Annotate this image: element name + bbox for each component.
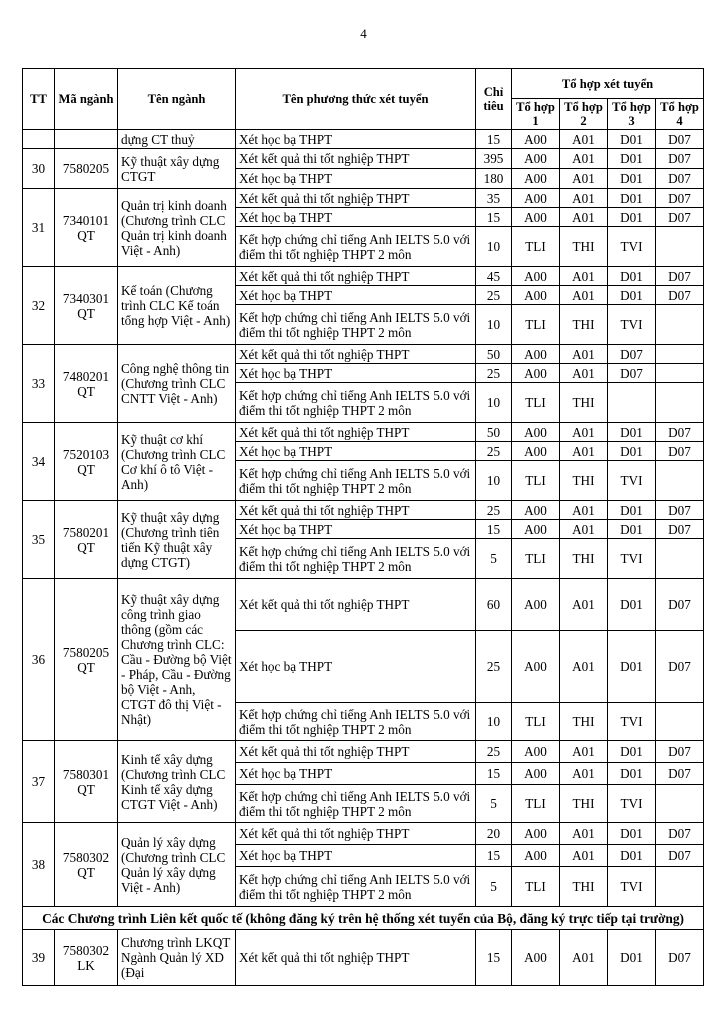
subject-combination: A01 xyxy=(560,631,608,703)
header-to-hop-group: Tổ hợp xét tuyển xyxy=(512,69,704,99)
admission-method: Xét học bạ THPT xyxy=(236,520,476,539)
program-number: 36 xyxy=(23,579,55,741)
subject-combination: A01 xyxy=(560,189,608,208)
admission-method: Xét học bạ THPT xyxy=(236,763,476,785)
program-name: dựng CT thuỷ xyxy=(118,130,236,149)
header-to-hop-4: Tổ hợp 4 xyxy=(656,99,704,130)
admission-method: Xét học bạ THPT xyxy=(236,130,476,149)
subject-combination: D07 xyxy=(656,741,704,763)
program-name: Chương trình LKQT Ngành Quản lý XD (Đại xyxy=(118,930,236,986)
quota: 25 xyxy=(476,741,512,763)
program-code: 7580205 xyxy=(55,149,118,189)
subject-combination: A01 xyxy=(560,130,608,149)
admission-method: Xét kết quả thi tốt nghiệp THPT xyxy=(236,741,476,763)
subject-combination: D07 xyxy=(656,501,704,520)
subject-combination: D01 xyxy=(608,501,656,520)
subject-combination xyxy=(608,383,656,423)
subject-combination: A00 xyxy=(512,130,560,149)
subject-combination: TVI xyxy=(608,867,656,907)
program-number: 33 xyxy=(23,345,55,423)
subject-combination: A00 xyxy=(512,149,560,169)
subject-combination: A01 xyxy=(560,763,608,785)
admission-method: Kết hợp chứng chỉ tiếng Anh IELTS 5.0 với điểm thi tốt nghiệp THPT 2 môn xyxy=(236,227,476,267)
quota: 15 xyxy=(476,208,512,227)
quota: 25 xyxy=(476,501,512,520)
program-code: 7480201 QT xyxy=(55,345,118,423)
header-phuong-thuc: Tên phương thức xét tuyển xyxy=(236,69,476,130)
admission-method: Xét kết quả thi tốt nghiệp THPT xyxy=(236,189,476,208)
subject-combination: TLI xyxy=(512,305,560,345)
header-ten-nganh: Tên ngành xyxy=(118,69,236,130)
subject-combination: D01 xyxy=(608,267,656,286)
subject-combination: TVI xyxy=(608,461,656,501)
subject-combination: A01 xyxy=(560,169,608,189)
table-row xyxy=(23,501,704,520)
admission-method: Xét kết quả thi tốt nghiệp THPT xyxy=(236,345,476,364)
subject-combination: D07 xyxy=(656,149,704,169)
subject-combination xyxy=(656,305,704,345)
subject-combination xyxy=(656,345,704,364)
subject-combination: D01 xyxy=(608,823,656,845)
program-number: 38 xyxy=(23,823,55,907)
subject-combination: D07 xyxy=(656,579,704,631)
quota: 5 xyxy=(476,539,512,579)
program-number: 31 xyxy=(23,189,55,267)
quota: 25 xyxy=(476,286,512,305)
program-name: Kỹ thuật xây dựng (Chương trình tiên tiến Kỹ thuật xây dựng CTGT) xyxy=(118,501,236,579)
subject-combination: TVI xyxy=(608,785,656,823)
table-row xyxy=(23,189,704,208)
subject-combination: A00 xyxy=(512,845,560,867)
table-row xyxy=(23,267,704,286)
program-name: Kế toán (Chương trình CLC Kế toán tổng hợp Việt - Anh) xyxy=(118,267,236,345)
section-title: Các Chương trình Liên kết quốc tế (không đăng ký trên hệ thống xét tuyển của Bộ, đăng ký trực tiếp tại trường) xyxy=(23,907,704,930)
quota: 25 xyxy=(476,364,512,383)
quota: 20 xyxy=(476,823,512,845)
table-row xyxy=(23,423,704,442)
subject-combination: A01 xyxy=(560,930,608,986)
subject-combination: D01 xyxy=(608,169,656,189)
subject-combination: THI xyxy=(560,785,608,823)
table-row xyxy=(23,130,704,149)
admission-method: Xét học bạ THPT xyxy=(236,442,476,461)
subject-combination: D07 xyxy=(656,845,704,867)
subject-combination xyxy=(656,364,704,383)
header-to-hop-3: Tổ hợp 3 xyxy=(608,99,656,130)
subject-combination: A00 xyxy=(512,208,560,227)
program-name: Công nghệ thông tin (Chương trình CLC CNTT Việt - Anh) xyxy=(118,345,236,423)
subject-combination: D07 xyxy=(656,267,704,286)
subject-combination: THI xyxy=(560,305,608,345)
program-code: 7340301 QT xyxy=(55,267,118,345)
subject-combination: D01 xyxy=(608,286,656,305)
quota: 15 xyxy=(476,763,512,785)
quota: 395 xyxy=(476,149,512,169)
subject-combination: D07 xyxy=(656,763,704,785)
table-body xyxy=(23,130,704,986)
table-row xyxy=(23,345,704,364)
subject-combination: TLI xyxy=(512,785,560,823)
header-chi-tieu: Chỉ tiêu xyxy=(476,69,512,130)
subject-combination: A01 xyxy=(560,579,608,631)
quota: 15 xyxy=(476,130,512,149)
subject-combination: A00 xyxy=(512,823,560,845)
admission-method: Xét kết quả thi tốt nghiệp THPT xyxy=(236,823,476,845)
program-code: 7520103 QT xyxy=(55,423,118,501)
quota: 10 xyxy=(476,461,512,501)
table-row xyxy=(23,823,704,845)
admission-method: Xét kết quả thi tốt nghiệp THPT xyxy=(236,149,476,169)
subject-combination: THI xyxy=(560,703,608,741)
subject-combination: A00 xyxy=(512,501,560,520)
subject-combination: D07 xyxy=(656,423,704,442)
admission-method: Kết hợp chứng chỉ tiếng Anh IELTS 5.0 với điểm thi tốt nghiệp THPT 2 môn xyxy=(236,703,476,741)
admission-method: Xét học bạ THPT xyxy=(236,208,476,227)
program-code: 7340101 QT xyxy=(55,189,118,267)
admission-method: Kết hợp chứng chỉ tiếng Anh IELTS 5.0 với điểm thi tốt nghiệp THPT 2 môn xyxy=(236,785,476,823)
header-to-hop-2: Tổ hợp 2 xyxy=(560,99,608,130)
admission-table xyxy=(22,68,704,986)
admission-method: Kết hợp chứng chỉ tiếng Anh IELTS 5.0 với điểm thi tốt nghiệp THPT 2 môn xyxy=(236,305,476,345)
subject-combination: A01 xyxy=(560,845,608,867)
admission-method: Kết hợp chứng chỉ tiếng Anh IELTS 5.0 với điểm thi tốt nghiệp THPT 2 môn xyxy=(236,461,476,501)
subject-combination: A01 xyxy=(560,149,608,169)
program-code xyxy=(55,130,118,149)
admission-method: Xét kết quả thi tốt nghiệp THPT xyxy=(236,930,476,986)
subject-combination: A01 xyxy=(560,823,608,845)
subject-combination: D07 xyxy=(656,208,704,227)
admission-method: Xét kết quả thi tốt nghiệp THPT xyxy=(236,267,476,286)
subject-combination: A00 xyxy=(512,267,560,286)
subject-combination: A00 xyxy=(512,930,560,986)
quota: 10 xyxy=(476,703,512,741)
subject-combination: THI xyxy=(560,227,608,267)
table-row xyxy=(23,149,704,169)
subject-combination: D01 xyxy=(608,130,656,149)
subject-combination: D07 xyxy=(656,442,704,461)
program-number: 37 xyxy=(23,741,55,823)
quota: 5 xyxy=(476,785,512,823)
quota: 15 xyxy=(476,520,512,539)
admission-method: Kết hợp chứng chỉ tiếng Anh IELTS 5.0 với điểm thi tốt nghiệp THPT 2 môn xyxy=(236,539,476,579)
subject-combination: THI xyxy=(560,539,608,579)
subject-combination: D01 xyxy=(608,149,656,169)
subject-combination: TLI xyxy=(512,703,560,741)
admission-method: Xét kết quả thi tốt nghiệp THPT xyxy=(236,501,476,520)
subject-combination: D01 xyxy=(608,520,656,539)
subject-combination: D07 xyxy=(608,345,656,364)
program-number: 32 xyxy=(23,267,55,345)
subject-combination: D01 xyxy=(608,763,656,785)
table-row xyxy=(23,741,704,763)
subject-combination: A01 xyxy=(560,741,608,763)
subject-combination: D01 xyxy=(608,631,656,703)
program-name: Kinh tế xây dựng (Chương trình CLC Kinh tế xây dựng CTGT Việt - Anh) xyxy=(118,741,236,823)
admission-method: Xét học bạ THPT xyxy=(236,286,476,305)
quota: 50 xyxy=(476,423,512,442)
subject-combination: A00 xyxy=(512,631,560,703)
subject-combination: D01 xyxy=(608,741,656,763)
subject-combination: D01 xyxy=(608,845,656,867)
quota: 5 xyxy=(476,867,512,907)
subject-combination: A00 xyxy=(512,423,560,442)
header-to-hop-1: Tổ hợp 1 xyxy=(512,99,560,130)
admission-method: Kết hợp chứng chỉ tiếng Anh IELTS 5.0 với điểm thi tốt nghiệp THPT 2 môn xyxy=(236,867,476,907)
subject-combination: A00 xyxy=(512,741,560,763)
program-code: 7580302 LK xyxy=(55,930,118,986)
header-tt: TT xyxy=(23,69,55,130)
subject-combination: D07 xyxy=(656,930,704,986)
admission-method: Xét học bạ THPT xyxy=(236,631,476,703)
table-row xyxy=(23,579,704,631)
subject-combination xyxy=(656,461,704,501)
subject-combination: TLI xyxy=(512,539,560,579)
subject-combination: D07 xyxy=(656,169,704,189)
subject-combination: THI xyxy=(560,461,608,501)
subject-combination: D07 xyxy=(656,189,704,208)
admission-method: Xét học bạ THPT xyxy=(236,845,476,867)
program-number: 34 xyxy=(23,423,55,501)
program-code: 7580205 QT xyxy=(55,579,118,741)
quota: 60 xyxy=(476,579,512,631)
header-ma-nganh: Mã ngành xyxy=(55,69,118,130)
subject-combination: TLI xyxy=(512,227,560,267)
subject-combination: D07 xyxy=(656,520,704,539)
program-number: 35 xyxy=(23,501,55,579)
subject-combination: D01 xyxy=(608,423,656,442)
subject-combination xyxy=(656,227,704,267)
program-name: Kỹ thuật xây dựng công trình giao thông (gồm các Chương trình CLC: Cầu - Đường bộ Việt - Pháp, Cầu - Đường bộ Việt - Anh, CTGT đô thị Việt - Nhật) xyxy=(118,579,236,741)
subject-combination: D07 xyxy=(656,286,704,305)
subject-combination: A01 xyxy=(560,345,608,364)
program-number xyxy=(23,130,55,149)
program-code: 7580302 QT xyxy=(55,823,118,907)
admission-method: Xét kết quả thi tốt nghiệp THPT xyxy=(236,579,476,631)
subject-combination: D01 xyxy=(608,930,656,986)
subject-combination xyxy=(656,703,704,741)
subject-combination: A00 xyxy=(512,189,560,208)
subject-combination: A01 xyxy=(560,267,608,286)
subject-combination: A00 xyxy=(512,442,560,461)
subject-combination: D07 xyxy=(656,631,704,703)
admission-method: Xét kết quả thi tốt nghiệp THPT xyxy=(236,423,476,442)
quota: 10 xyxy=(476,383,512,423)
subject-combination: A01 xyxy=(560,520,608,539)
program-name: Quản lý xây dựng (Chương trình CLC Quản lý xây dựng Việt - Anh) xyxy=(118,823,236,907)
subject-combination: A01 xyxy=(560,208,608,227)
program-name: Kỹ thuật cơ khí (Chương trình CLC Cơ khí ô tô Việt - Anh) xyxy=(118,423,236,501)
program-number: 39 xyxy=(23,930,55,986)
subject-combination: TVI xyxy=(608,539,656,579)
subject-combination: A00 xyxy=(512,345,560,364)
subject-combination: TLI xyxy=(512,461,560,501)
subject-combination: A00 xyxy=(512,286,560,305)
subject-combination: D01 xyxy=(608,208,656,227)
subject-combination: THI xyxy=(560,383,608,423)
subject-combination: D07 xyxy=(608,364,656,383)
program-code: 7580201 QT xyxy=(55,501,118,579)
subject-combination: A01 xyxy=(560,286,608,305)
subject-combination: A01 xyxy=(560,364,608,383)
subject-combination: TLI xyxy=(512,383,560,423)
quota: 15 xyxy=(476,845,512,867)
subject-combination: A00 xyxy=(512,763,560,785)
admission-method: Kết hợp chứng chỉ tiếng Anh IELTS 5.0 với điểm thi tốt nghiệp THPT 2 môn xyxy=(236,383,476,423)
subject-combination xyxy=(656,383,704,423)
subject-combination: D01 xyxy=(608,579,656,631)
quota: 10 xyxy=(476,227,512,267)
quota: 180 xyxy=(476,169,512,189)
subject-combination: A00 xyxy=(512,169,560,189)
subject-combination: A01 xyxy=(560,501,608,520)
quota: 25 xyxy=(476,442,512,461)
program-code: 7580301 QT xyxy=(55,741,118,823)
subject-combination: TVI xyxy=(608,703,656,741)
quota: 45 xyxy=(476,267,512,286)
subject-combination: TVI xyxy=(608,227,656,267)
subject-combination: D01 xyxy=(608,442,656,461)
quota: 10 xyxy=(476,305,512,345)
quota: 25 xyxy=(476,631,512,703)
page-number: 4 xyxy=(360,26,367,41)
subject-combination: D01 xyxy=(608,189,656,208)
subject-combination xyxy=(656,539,704,579)
table-row xyxy=(23,930,704,986)
program-name: Quản trị kinh doanh (Chương trình CLC Quản trị kinh doanh Việt - Anh) xyxy=(118,189,236,267)
subject-combination: A00 xyxy=(512,364,560,383)
subject-combination: TLI xyxy=(512,867,560,907)
subject-combination: THI xyxy=(560,867,608,907)
quota: 50 xyxy=(476,345,512,364)
section-row xyxy=(23,907,704,930)
program-name: Kỹ thuật xây dựng CTGT xyxy=(118,149,236,189)
admission-method: Xét học bạ THPT xyxy=(236,169,476,189)
subject-combination: A01 xyxy=(560,442,608,461)
subject-combination: A00 xyxy=(512,520,560,539)
subject-combination xyxy=(656,785,704,823)
subject-combination: TVI xyxy=(608,305,656,345)
admission-method: Xét học bạ THPT xyxy=(236,364,476,383)
quota: 35 xyxy=(476,189,512,208)
subject-combination: D07 xyxy=(656,130,704,149)
quota: 15 xyxy=(476,930,512,986)
subject-combination: A01 xyxy=(560,423,608,442)
subject-combination: A00 xyxy=(512,579,560,631)
subject-combination: D07 xyxy=(656,823,704,845)
program-number: 30 xyxy=(23,149,55,189)
subject-combination xyxy=(656,867,704,907)
